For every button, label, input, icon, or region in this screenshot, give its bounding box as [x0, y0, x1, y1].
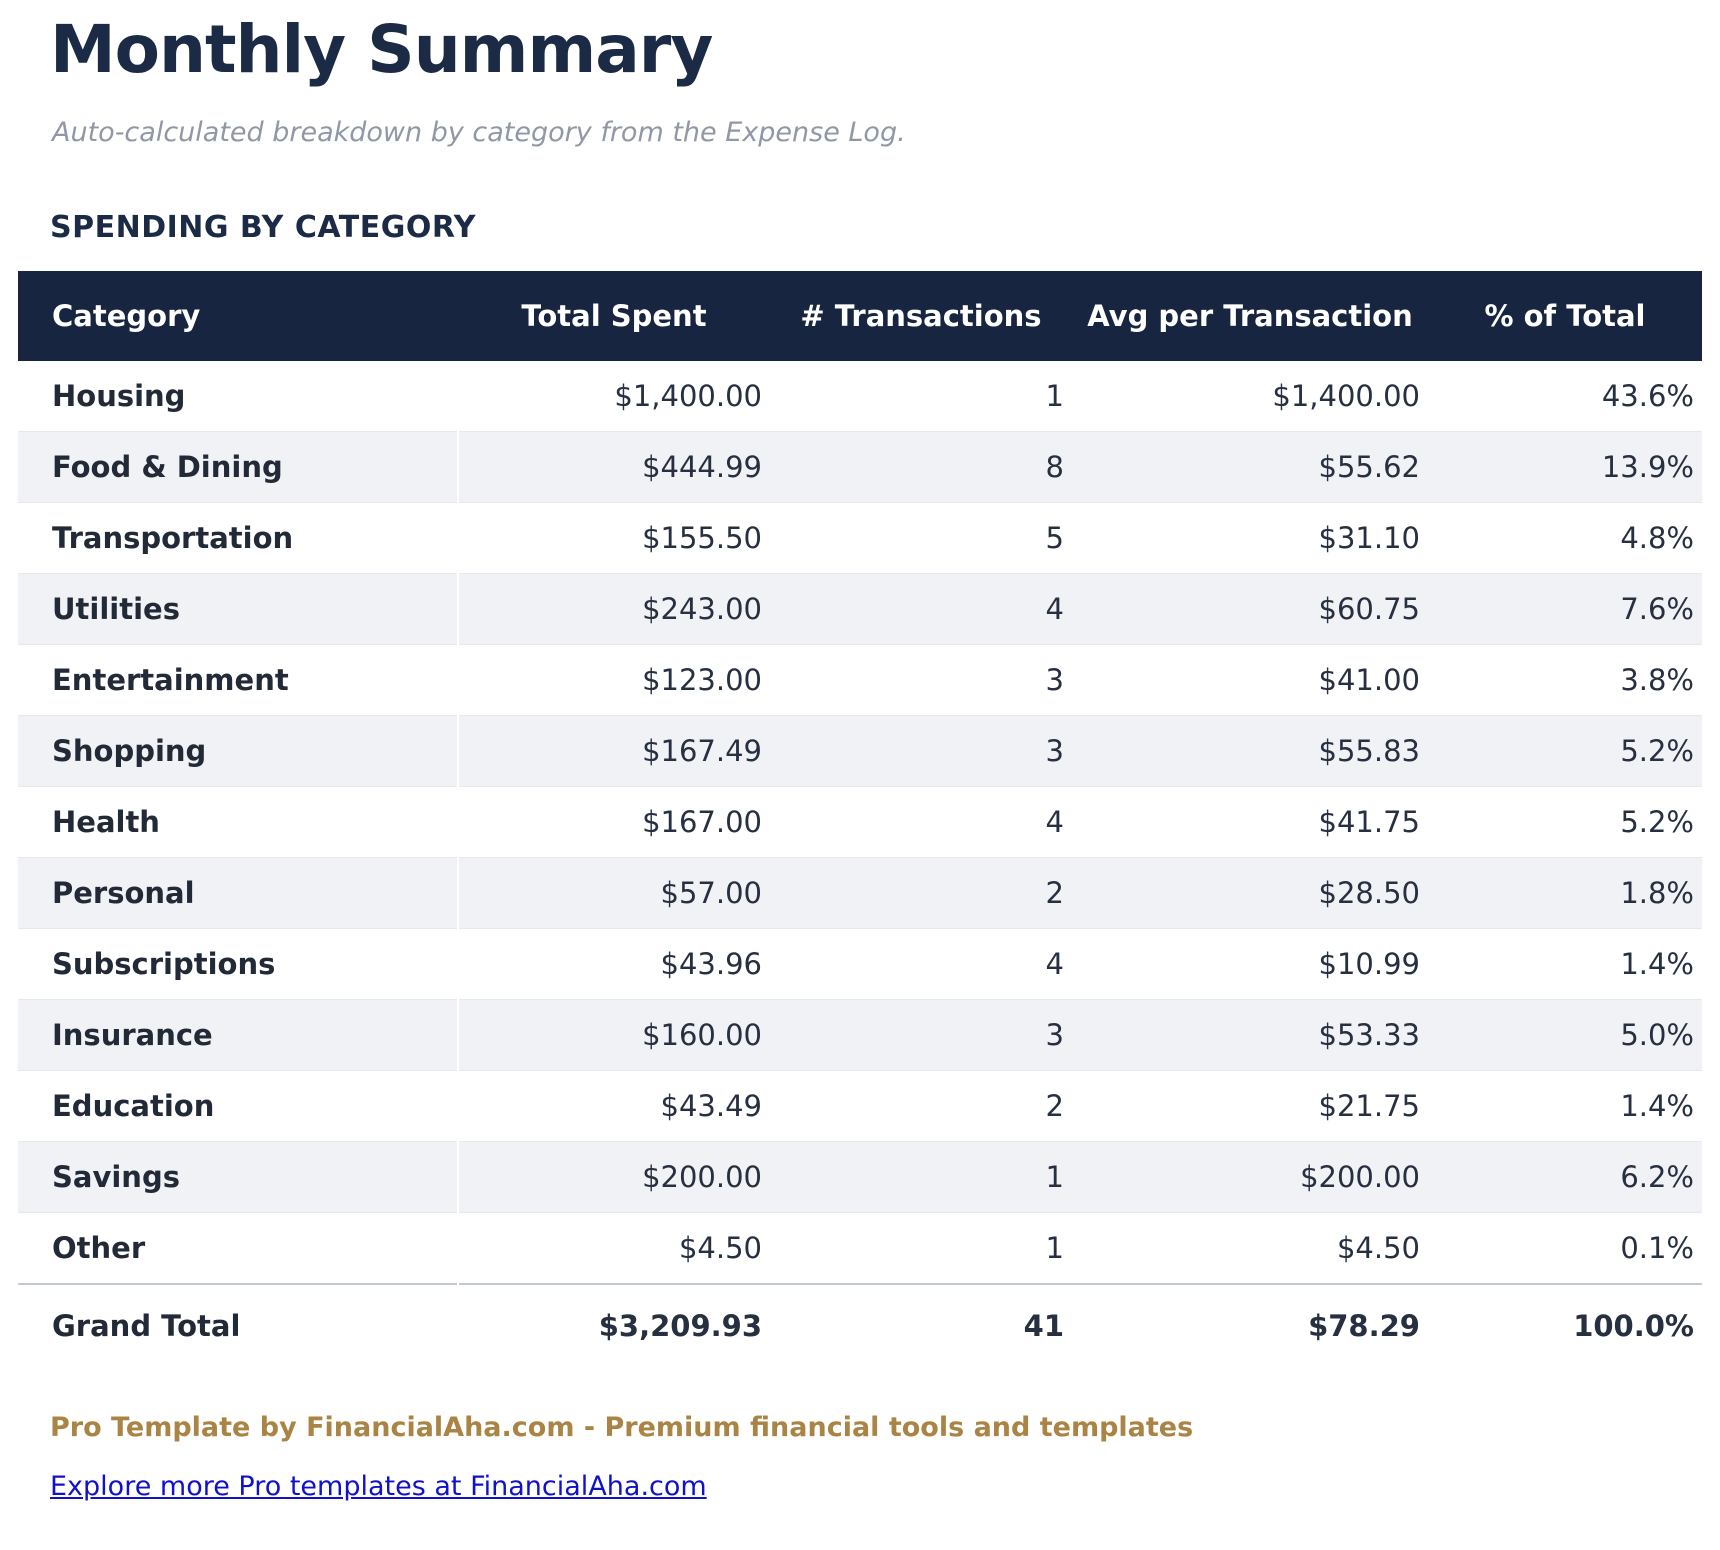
- category-cell: Shopping: [18, 716, 458, 787]
- avg-per-transaction-cell: $55.62: [1072, 432, 1428, 503]
- pct-of-total-cell: 13.9%: [1428, 432, 1702, 503]
- avg-per-transaction-cell: $60.75: [1072, 574, 1428, 645]
- table-row: [18, 361, 1702, 432]
- table-row: [18, 787, 1702, 858]
- total-spent-cell: $123.00: [458, 645, 770, 716]
- pct-of-total-cell: 4.8%: [1428, 503, 1702, 574]
- table-row: [18, 858, 1702, 929]
- table-row: [18, 1213, 1702, 1284]
- category-cell: Transportation: [18, 503, 458, 574]
- category-cell: Education: [18, 1071, 458, 1142]
- avg-per-transaction-cell: $31.10: [1072, 503, 1428, 574]
- category-cell: Housing: [18, 361, 458, 432]
- category-cell: Entertainment: [18, 645, 458, 716]
- category-cell: Other: [18, 1213, 458, 1284]
- table-footer: [18, 1284, 1702, 1368]
- transactions-cell: 4: [770, 787, 1072, 858]
- transactions-cell: 3: [770, 716, 1072, 787]
- category-cell: Savings: [18, 1142, 458, 1213]
- table-row: [18, 432, 1702, 503]
- table-row: [18, 645, 1702, 716]
- total-spent-cell: $4.50: [458, 1213, 770, 1284]
- grand-total-avg-per-transaction: $78.29: [1072, 1284, 1428, 1368]
- transactions-cell: 3: [770, 1000, 1072, 1071]
- category-cell: Utilities: [18, 574, 458, 645]
- total-spent-cell: $200.00: [458, 1142, 770, 1213]
- category-cell: Health: [18, 787, 458, 858]
- table-row: [18, 503, 1702, 574]
- total-spent-cell: $155.50: [458, 503, 770, 574]
- total-spent-cell: $57.00: [458, 858, 770, 929]
- column-header-avg-per-transaction: Avg per Transaction: [1072, 271, 1428, 361]
- avg-per-transaction-cell: $21.75: [1072, 1071, 1428, 1142]
- avg-per-transaction-cell: $41.00: [1072, 645, 1428, 716]
- pct-of-total-cell: 3.8%: [1428, 645, 1702, 716]
- pct-of-total-cell: 0.1%: [1428, 1213, 1702, 1284]
- pct-of-total-cell: 7.6%: [1428, 574, 1702, 645]
- grand-total-row: [18, 1284, 1702, 1368]
- category-cell: Personal: [18, 858, 458, 929]
- grand-total-label: Grand Total: [18, 1284, 458, 1368]
- category-cell: Insurance: [18, 1000, 458, 1071]
- grand-total-transactions: 41: [770, 1284, 1072, 1368]
- table-row: [18, 716, 1702, 787]
- total-spent-cell: $167.00: [458, 787, 770, 858]
- transactions-cell: 3: [770, 645, 1072, 716]
- transactions-cell: 2: [770, 1071, 1072, 1142]
- pct-of-total-cell: 1.8%: [1428, 858, 1702, 929]
- page-title: Monthly Summary: [50, 11, 713, 88]
- total-spent-cell: $43.49: [458, 1071, 770, 1142]
- avg-per-transaction-cell: $28.50: [1072, 858, 1428, 929]
- total-spent-cell: $243.00: [458, 574, 770, 645]
- explore-templates-link[interactable]: Explore more Pro templates at FinancialAha.com: [50, 1470, 707, 1502]
- total-spent-cell: $167.49: [458, 716, 770, 787]
- pct-of-total-cell: 1.4%: [1428, 1071, 1702, 1142]
- pct-of-total-cell: 5.2%: [1428, 787, 1702, 858]
- column-header-pct-of-total: % of Total: [1428, 271, 1702, 361]
- section-heading: SPENDING BY CATEGORY: [50, 209, 477, 245]
- transactions-cell: 5: [770, 503, 1072, 574]
- column-header-transactions: # Transactions: [770, 271, 1072, 361]
- promo-text: Pro Template by FinancialAha.com - Premium financial tools and templates: [50, 1411, 1194, 1443]
- grand-total-total-spent: $3,209.93: [458, 1284, 770, 1368]
- total-spent-cell: $43.96: [458, 929, 770, 1000]
- column-header-total-spent: Total Spent: [458, 271, 770, 361]
- pct-of-total-cell: 5.2%: [1428, 716, 1702, 787]
- table-row: [18, 1000, 1702, 1071]
- table-header: [18, 271, 1702, 361]
- avg-per-transaction-cell: $1,400.00: [1072, 361, 1428, 432]
- pct-of-total-cell: 5.0%: [1428, 1000, 1702, 1071]
- avg-per-transaction-cell: $41.75: [1072, 787, 1428, 858]
- transactions-cell: 1: [770, 1213, 1072, 1284]
- transactions-cell: 4: [770, 929, 1072, 1000]
- transactions-cell: 4: [770, 574, 1072, 645]
- category-cell: Subscriptions: [18, 929, 458, 1000]
- table-row: [18, 929, 1702, 1000]
- pct-of-total-cell: 43.6%: [1428, 361, 1702, 432]
- pct-of-total-cell: 1.4%: [1428, 929, 1702, 1000]
- table-row: [18, 1142, 1702, 1213]
- avg-per-transaction-cell: $55.83: [1072, 716, 1428, 787]
- table-body: [18, 361, 1702, 1284]
- avg-per-transaction-cell: $200.00: [1072, 1142, 1428, 1213]
- total-spent-cell: $1,400.00: [458, 361, 770, 432]
- grand-total-pct-of-total: 100.0%: [1428, 1284, 1702, 1368]
- table-row: [18, 1071, 1702, 1142]
- transactions-cell: 1: [770, 1142, 1072, 1213]
- page-footer: [50, 1412, 1720, 1502]
- total-spent-cell: $444.99: [458, 432, 770, 503]
- table-header-row: [18, 271, 1702, 361]
- table-row: [18, 574, 1702, 645]
- page-subtitle: Auto-calculated breakdown by category from the Expense Log.: [52, 116, 906, 148]
- total-spent-cell: $160.00: [458, 1000, 770, 1071]
- avg-per-transaction-cell: $53.33: [1072, 1000, 1428, 1071]
- avg-per-transaction-cell: $10.99: [1072, 929, 1428, 1000]
- pct-of-total-cell: 6.2%: [1428, 1142, 1702, 1213]
- avg-per-transaction-cell: $4.50: [1072, 1213, 1428, 1284]
- transactions-cell: 2: [770, 858, 1072, 929]
- spending-by-category-table: [18, 271, 1702, 1368]
- category-cell: Food & Dining: [18, 432, 458, 503]
- transactions-cell: 8: [770, 432, 1072, 503]
- transactions-cell: 1: [770, 361, 1072, 432]
- column-header-category: Category: [18, 271, 458, 361]
